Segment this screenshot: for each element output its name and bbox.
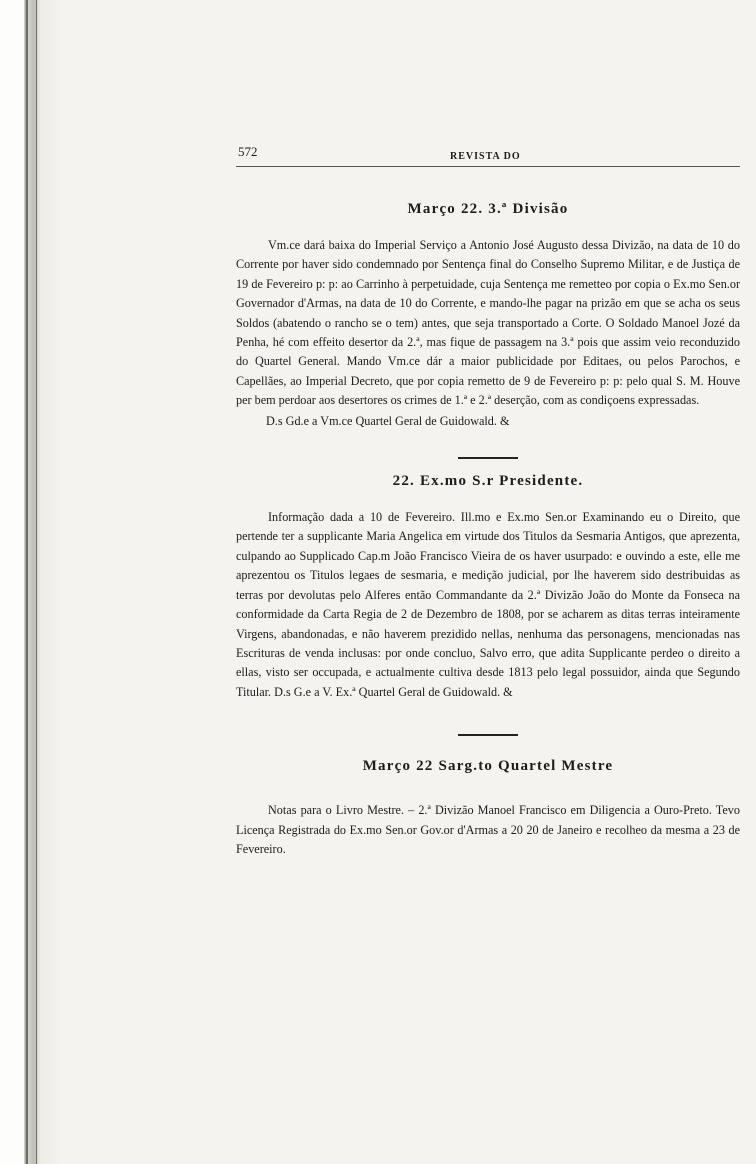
section-2	[236, 473, 740, 702]
document-page	[236, 140, 740, 859]
page-number: 572	[238, 144, 258, 159]
book-binding-gutter	[0, 0, 60, 1164]
section-paragraph: Informação dada a 10 de Fevereiro. Ill.mo e Ex.mo Sen.or Examinando eu o Direito, que pertende ter a supplicante Maria Angelica em virtude dos Titulos da Sesmaria Antigos, que aprezenta, culpando ao Supplicado Cap.m João Francisco Vieira de os haver usurpado: e ouvindo a este, elle me aprezentou os Titulos legaes de sesmaria, e medição judicial, por lhe haverem sido destribuidas as terras por devolutas pelo Alferes então Commandante da 2.ª Divizão João do Monte da Fonseca na conformidade da Carta Regia de 2 de Dezembro de 1808, por se acharem as ditas terras inteiramente Virgens, abandonadas, e não haverem prezidido nellas, nenhuma das personagens, mencionadas nas Escrituras de venda inclusas: por onde concluo, Salvo erro, que adita Supplicante perdeo o direito a ellas, visto ser occupada, e actualmente cultiva desde 1813 pelo legal possuidor, ainda que Segundo Titular. D.s G.e a V. Ex.ª Quartel Geral de Guidowald. &	[236, 510, 740, 699]
section-3	[236, 758, 740, 859]
running-title: REVISTA DO	[450, 151, 521, 162]
section-closing: D.s Gd.e a Vm.ce Quartel Geral de Guidowald. &	[266, 413, 510, 428]
section-1	[236, 201, 740, 431]
section-title: 22. Ex.mo S.r Presidente.	[392, 473, 584, 490]
section-divider	[458, 734, 518, 736]
section-title: Março 22. 3.ª Divisão	[407, 201, 569, 217]
section-title: Março 22 Sarg.to Quartel Mestre	[362, 758, 614, 775]
page-header	[236, 140, 740, 167]
section-paragraph: Vm.ce dará baixa do Imperial Serviço a Antonio José Augusto dessa Divizão, na data de 10 do Corrente por haver sido condemnado por Sentença final do Conselho Supremo Militar, e de Justiça de 19 de Fevereiro p: p: ao Carrinho à perpetuidade, cuja Sentença me remetteo por copia o Ex.mo Sen.or Governador d'Armas, na data de 10 do Corrente, e mando-lhe pagar na prizão em que se acha os seus Soldos (abatendo o rancho se o tem) antes, que seja transportado a Corte. O Soldado Manoel Jozé da Penha, hé com effeito desertor da 2.ª, mas fique de passagem na 3.ª pois que assim veio reconduzido do Quartel General. Mando Vm.ce dár a maior publicidade por Editaes, ou pelos Parochos, e Capellães, ao Imperial Decreto, que por copia remetto de 9 de Fevereiro p: p: pelo qual S. M. Houve per bem perdoar aos desertores os crimes de 1.ª e 2.ª deserção, com as condiçoens expressadas.	[236, 238, 740, 408]
gutter-line	[36, 0, 37, 1164]
gutter-line	[26, 0, 28, 1164]
section-paragraph: Notas para o Livro Mestre. – 2.ª Divizão Manoel Francisco em Diligencia a Ouro-Preto. Tevo Licença Registrada do Ex.mo Sen.or Gov.or d'Armas a 20 20 de Janeiro e recolheo da mesma a 23 de Fevereiro.	[236, 803, 740, 856]
section-divider	[458, 457, 518, 459]
